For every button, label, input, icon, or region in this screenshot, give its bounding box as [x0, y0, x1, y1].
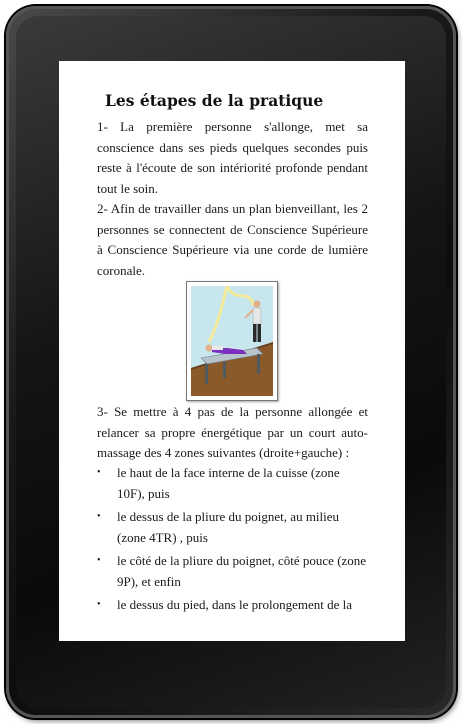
step-1-paragraph: 1- La première personne s'allonge, met sa conscience dans ses pieds quelques secondes puis reste à l'écoute de son intériorité profonde pendant tout le soin.: [97, 119, 368, 196]
list-item: [97, 463, 368, 504]
step-3-paragraph: 3- Se mettre à 4 pas de la personne allongée et relancer sa propre énergétique par un court auto-massage des 4 zones suivantes (droite+gauche) :: [97, 404, 368, 460]
practice-illustration: [186, 281, 278, 401]
list-item: [97, 551, 368, 592]
list-item-text: le haut de la face interne de la cuisse (zone 10F), puis: [117, 465, 340, 501]
zones-list: [97, 463, 368, 619]
bullet-icon: •: [97, 467, 101, 478]
list-item-text: le dessus du pied, dans le prolongement de la: [117, 597, 353, 612]
list-item-text: le dessus de la pliure du poignet, au milieu (zone 4TR) , puis: [117, 509, 340, 545]
ebook-page[interactable]: [59, 61, 405, 641]
list-item: [97, 595, 368, 616]
page-title: Les étapes de la pratique: [105, 91, 324, 110]
list-item: [97, 507, 368, 548]
bullet-icon: •: [97, 511, 101, 522]
bullet-icon: •: [97, 555, 101, 566]
step-2-paragraph: 2- Afin de travailler dans un plan bienveillant, les 2 personnes se connectent de Conscience Supérieure à Conscience Supérieure via une corde de lumière coronale.: [97, 201, 368, 278]
list-item-text: le côté de la pliure du poignet, côté pouce (zone 9P), et enfin: [117, 553, 367, 589]
bullet-icon: •: [97, 599, 101, 610]
